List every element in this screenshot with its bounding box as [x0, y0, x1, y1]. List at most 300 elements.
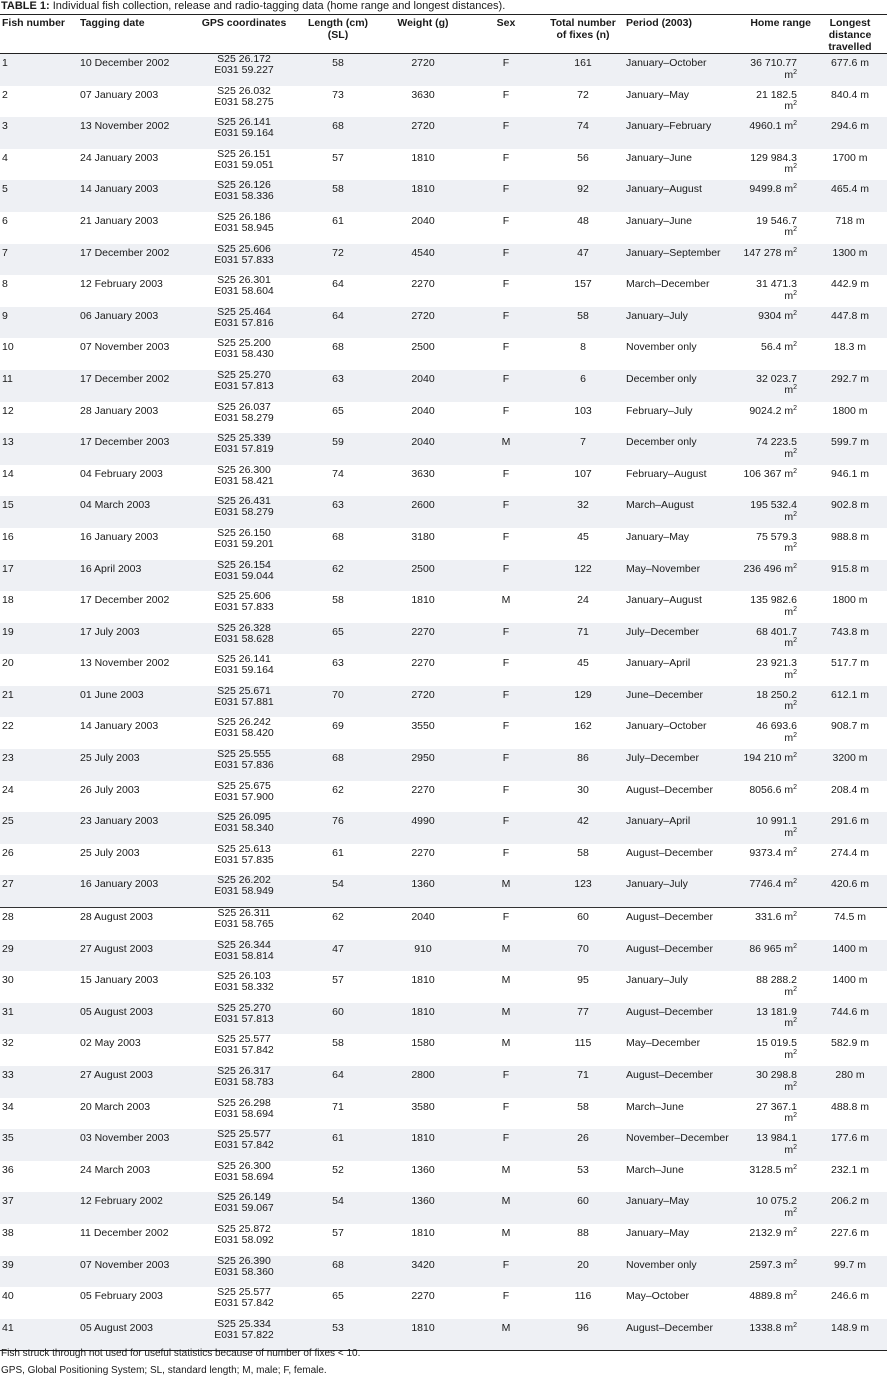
cell-longest-distance-text: 1300 m	[832, 246, 868, 259]
cell-fish-number	[0, 433, 78, 465]
cell-sex	[470, 1161, 542, 1193]
cell-fish-number	[0, 180, 78, 212]
cell-length-text: 57	[332, 1226, 344, 1239]
cell-sex-text: F	[502, 1132, 510, 1145]
gps-latitude: S25 26.242	[217, 716, 271, 729]
cell-length-text: 52	[332, 1163, 344, 1176]
cell-fish-number	[0, 307, 78, 339]
cell-fixes-text: 42	[577, 815, 589, 828]
cell-tagging-date-text: 16 January 2003	[80, 878, 159, 891]
cell-sex	[470, 1129, 542, 1161]
cell-fish-number-text: 33	[2, 1069, 14, 1081]
cell-home-range	[741, 275, 813, 307]
cell-fish-number-text: 9	[2, 309, 8, 322]
cell-tagging-date-text: 17 December 2002	[80, 246, 170, 259]
cell-longest-distance	[813, 1066, 887, 1098]
cell-fish-number	[0, 591, 78, 623]
cell-tagging-date-text: 04 February 2003	[80, 467, 163, 480]
cell-period-text: March–December	[626, 278, 710, 291]
cell-period-text: January–May	[626, 1195, 690, 1208]
cell-fixes	[542, 275, 624, 307]
cell-weight	[376, 1287, 470, 1319]
cell-fixes-text: 32	[577, 499, 589, 512]
cell-length-text: 69	[332, 720, 344, 733]
cell-longest-distance-text: 227.6 m	[831, 1226, 869, 1239]
cell-weight-text: 2270	[411, 1290, 435, 1303]
gps-longitude: E031 57.822	[214, 1328, 274, 1341]
cell-tagging-date	[78, 1098, 188, 1130]
cell-weight	[376, 275, 470, 307]
cell-length	[300, 244, 376, 276]
cell-period-text: January–July	[626, 878, 688, 891]
cell-weight-text: 2720	[411, 309, 435, 322]
cell-period-text: August–December	[626, 846, 713, 859]
cell-fixes	[542, 496, 624, 528]
area-unit-superscript: 2	[793, 341, 797, 349]
cell-gps	[188, 940, 300, 972]
table-row	[0, 1192, 887, 1224]
home-range-value: 129 984.3 m	[750, 151, 797, 176]
cell-length-text: 74	[332, 467, 344, 480]
area-unit-superscript: 2	[793, 985, 797, 993]
cell-sex	[470, 844, 542, 876]
cell-tagging-date	[78, 908, 188, 940]
gps-latitude: S25 26.154	[217, 558, 271, 571]
header-fish-number: Fish number	[0, 15, 78, 54]
cell-weight	[376, 465, 470, 497]
area-unit-superscript: 2	[793, 911, 797, 919]
cell-tagging-date	[78, 86, 188, 118]
footnote-struck-through: Fish struck through not used for useful statistics because of number of fixes < 10.	[1, 1348, 361, 1359]
cell-sex-text: M	[501, 1321, 511, 1334]
cell-fixes	[542, 1319, 624, 1351]
cell-fish-number	[0, 1256, 78, 1288]
area-unit-superscript: 2	[793, 668, 797, 676]
area-unit-superscript: 2	[793, 878, 797, 886]
cell-tagging-date	[78, 1287, 188, 1319]
cell-weight	[376, 528, 470, 560]
cell-sex	[470, 940, 542, 972]
area-unit-superscript: 2	[793, 163, 797, 171]
cell-tagging-date	[78, 1003, 188, 1035]
cell-weight-text: 910	[414, 942, 432, 955]
cell-period-text: January–May	[626, 530, 690, 543]
cell-sex	[470, 781, 542, 813]
cell-weight	[376, 686, 470, 718]
cell-weight	[376, 496, 470, 528]
cell-home-range	[741, 844, 813, 876]
cell-fish-number-text: 32	[2, 1037, 14, 1050]
cell-fixes	[542, 654, 624, 686]
cell-sex-text: F	[502, 278, 510, 291]
cell-length-text: 64	[332, 1069, 344, 1081]
cell-longest-distance-text: 74.5 m	[833, 911, 867, 924]
cell-weight	[376, 149, 470, 181]
cell-tagging-date-text: 01 June 2003	[80, 688, 144, 701]
cell-sex-text: F	[502, 1258, 510, 1271]
cell-home-range	[741, 875, 813, 907]
cell-longest-distance-text: 582.9 m	[831, 1037, 869, 1050]
gps-latitude: S25 25.577	[217, 1128, 271, 1141]
cell-period	[624, 971, 741, 1003]
area-unit-superscript: 2	[793, 447, 797, 455]
cell-fixes-text: 24	[577, 594, 589, 607]
gps-latitude: S25 25.606	[217, 590, 271, 603]
cell-sex	[470, 623, 542, 655]
area-unit-superscript: 2	[793, 637, 797, 645]
cell-period-text: May–October	[626, 1290, 690, 1303]
gps-longitude: E031 58.421	[214, 474, 274, 487]
cell-longest-distance-text: 1800 m	[832, 594, 868, 607]
cell-longest-distance	[813, 275, 887, 307]
cell-sex-text: F	[502, 151, 510, 164]
table-caption-text: Individual fish collection, release and radio-tagging data (home range and longest distances).	[49, 0, 506, 12]
cell-length-text: 68	[332, 752, 344, 765]
cell-longest-distance	[813, 1098, 887, 1130]
cell-gps	[188, 654, 300, 686]
cell-fish-number-text: 5	[2, 183, 8, 196]
cell-weight	[376, 307, 470, 339]
cell-sex	[470, 307, 542, 339]
header-home-range: Home range	[741, 15, 813, 54]
cell-length-text: 70	[332, 688, 344, 701]
table-body	[0, 54, 887, 1351]
gps-longitude: E031 58.092	[214, 1233, 274, 1246]
cell-gps	[188, 971, 300, 1003]
cell-weight	[376, 1129, 470, 1161]
area-unit-superscript: 2	[793, 1206, 797, 1214]
cell-longest-distance	[813, 212, 887, 244]
cell-period-text: August–December	[626, 911, 713, 924]
table-row	[0, 1034, 887, 1066]
gps-latitude: S25 26.317	[217, 1065, 271, 1077]
home-range-value: 88 288.2 m	[756, 974, 797, 998]
cell-fish-number	[0, 1287, 78, 1319]
cell-gps	[188, 1034, 300, 1066]
cell-fixes-text: 95	[577, 974, 589, 987]
cell-period-text: January–October	[626, 57, 707, 69]
gps-longitude: E031 58.628	[214, 632, 274, 645]
cell-period-text: March–August	[626, 499, 694, 512]
home-range-value: 9373.4 m	[749, 846, 794, 859]
cell-home-range	[741, 1129, 813, 1161]
table-row	[0, 1161, 887, 1193]
cell-gps	[188, 149, 300, 181]
table-row	[0, 844, 887, 876]
cell-length	[300, 844, 376, 876]
cell-fixes	[542, 1224, 624, 1256]
cell-period	[624, 749, 741, 781]
cell-weight-text: 2500	[411, 341, 435, 354]
cell-gps	[188, 717, 300, 749]
cell-fish-number	[0, 654, 78, 686]
home-range-value: 7746.4 m	[749, 878, 794, 891]
cell-longest-distance-text: 946.1 m	[831, 467, 869, 480]
cell-longest-distance	[813, 1319, 887, 1351]
cell-period-text: December only	[626, 372, 697, 385]
gps-longitude: E031 57.842	[214, 1139, 274, 1152]
area-unit-superscript: 2	[793, 510, 797, 518]
cell-longest-distance	[813, 149, 887, 181]
cell-fish-number-text: 40	[2, 1290, 14, 1303]
area-unit-superscript: 2	[793, 100, 797, 108]
cell-length	[300, 1003, 376, 1035]
gps-longitude: E031 58.604	[214, 285, 274, 298]
cell-weight	[376, 971, 470, 1003]
cell-weight	[376, 844, 470, 876]
home-range-value: 13 984.1 m	[756, 1132, 797, 1156]
home-range-value: 46 693.6 m	[756, 720, 797, 744]
cell-weight	[376, 1034, 470, 1066]
cell-sex	[470, 402, 542, 434]
cell-fixes	[542, 54, 624, 86]
cell-gps	[188, 1066, 300, 1098]
cell-fixes	[542, 402, 624, 434]
cell-longest-distance-text: 1700 m	[832, 151, 868, 164]
cell-sex	[470, 1003, 542, 1035]
table-row	[0, 717, 887, 749]
cell-fixes	[542, 370, 624, 402]
cell-period	[624, 560, 741, 592]
cell-fish-number-text: 36	[2, 1163, 14, 1176]
cell-length-text: 54	[332, 1195, 344, 1208]
area-unit-superscript: 2	[793, 752, 797, 760]
gps-longitude: E031 58.430	[214, 348, 274, 361]
cell-tagging-date	[78, 528, 188, 560]
table-row	[0, 1129, 887, 1161]
area-unit-superscript: 2	[793, 731, 797, 739]
cell-tagging-date-text: 25 July 2003	[80, 752, 140, 765]
table-row	[0, 149, 887, 181]
cell-weight	[376, 1256, 470, 1288]
cell-sex-text: M	[501, 974, 511, 987]
cell-period-text: January–April	[626, 657, 691, 670]
cell-weight	[376, 1319, 470, 1351]
cell-fish-number	[0, 971, 78, 1003]
cell-tagging-date	[78, 1066, 188, 1098]
cell-longest-distance	[813, 1224, 887, 1256]
cell-sex	[470, 1098, 542, 1130]
cell-length	[300, 1066, 376, 1098]
cell-sex-text: F	[502, 88, 510, 101]
cell-fish-number-text: 2	[2, 88, 8, 101]
cell-sex-text: F	[502, 341, 510, 354]
cell-sex	[470, 370, 542, 402]
table-header-row	[0, 15, 887, 54]
cell-fish-number	[0, 812, 78, 844]
cell-sex-text: F	[502, 499, 510, 512]
cell-period	[624, 591, 741, 623]
cell-period	[624, 1129, 741, 1161]
cell-sex	[470, 812, 542, 844]
cell-tagging-date-text: 26 July 2003	[80, 783, 140, 796]
cell-gps	[188, 560, 300, 592]
cell-length	[300, 749, 376, 781]
cell-sex	[470, 686, 542, 718]
cell-fixes-text: 74	[577, 120, 589, 133]
cell-gps	[188, 686, 300, 718]
cell-gps	[188, 1161, 300, 1193]
cell-weight	[376, 338, 470, 370]
gps-longitude: E031 57.833	[214, 601, 274, 614]
cell-length	[300, 1098, 376, 1130]
cell-tagging-date-text: 04 March 2003	[80, 499, 151, 512]
cell-length-text: 72	[332, 246, 344, 259]
cell-tagging-date	[78, 940, 188, 972]
cell-longest-distance	[813, 591, 887, 623]
cell-home-range	[741, 1098, 813, 1130]
cell-home-range	[741, 1319, 813, 1351]
cell-fish-number	[0, 908, 78, 940]
cell-sex	[470, 528, 542, 560]
cell-length-text: 65	[332, 404, 344, 417]
cell-tagging-date-text: 13 November 2002	[80, 120, 170, 133]
cell-home-range	[741, 496, 813, 528]
table-row	[0, 908, 887, 940]
gps-longitude: E031 58.336	[214, 190, 274, 203]
gps-latitude: S25 26.150	[217, 526, 271, 539]
cell-longest-distance-text: 744.6 m	[831, 1005, 869, 1018]
cell-fish-number	[0, 528, 78, 560]
cell-sex	[470, 1256, 542, 1288]
cell-period-text: January–April	[626, 815, 691, 828]
table-row	[0, 212, 887, 244]
cell-sex	[470, 1224, 542, 1256]
gps-latitude: S25 25.675	[217, 779, 271, 792]
cell-tagging-date	[78, 1034, 188, 1066]
table-row	[0, 623, 887, 655]
cell-sex-text: F	[502, 752, 510, 765]
cell-weight-text: 2720	[411, 120, 435, 133]
cell-fixes-text: 122	[574, 562, 592, 575]
cell-fish-number-text: 4	[2, 151, 8, 164]
cell-fixes	[542, 244, 624, 276]
table-row	[0, 781, 887, 813]
cell-period-text: June–December	[626, 688, 704, 701]
home-range-value: 4960.1 m	[749, 120, 794, 133]
cell-home-range	[741, 54, 813, 86]
cell-fixes	[542, 465, 624, 497]
cell-weight-text: 3580	[411, 1100, 435, 1113]
gps-latitude: S25 26.390	[217, 1254, 271, 1267]
cell-longest-distance-text: 206.2 m	[831, 1195, 869, 1208]
cell-gps	[188, 86, 300, 118]
table-row	[0, 971, 887, 1003]
cell-weight-text: 2040	[411, 404, 435, 417]
cell-fixes	[542, 528, 624, 560]
table-footnotes	[1, 1345, 360, 1379]
table-row	[0, 812, 887, 844]
cell-fixes-text: 103	[574, 404, 592, 417]
cell-fixes	[542, 149, 624, 181]
cell-weight	[376, 717, 470, 749]
cell-weight	[376, 1192, 470, 1224]
cell-fixes-text: 161	[574, 57, 592, 69]
cell-fixes	[542, 307, 624, 339]
cell-tagging-date	[78, 465, 188, 497]
table-row	[0, 496, 887, 528]
cell-gps	[188, 370, 300, 402]
cell-weight-text: 3180	[411, 530, 435, 543]
cell-longest-distance-text: 988.8 m	[831, 530, 869, 543]
table-row	[0, 875, 887, 907]
cell-home-range	[741, 940, 813, 972]
cell-home-range	[741, 117, 813, 149]
home-range-value: 9024.2 m	[749, 404, 794, 417]
cell-fish-number-text: 21	[2, 688, 14, 701]
home-range-value: 9304 m	[758, 309, 794, 322]
cell-weight-text: 1810	[411, 1321, 435, 1334]
gps-latitude: S25 26.126	[217, 179, 271, 192]
cell-fixes	[542, 940, 624, 972]
cell-fixes	[542, 686, 624, 718]
cell-weight	[376, 1003, 470, 1035]
area-unit-superscript: 2	[793, 1258, 797, 1266]
cell-gps	[188, 1256, 300, 1288]
cell-tagging-date-text: 07 November 2003	[80, 1258, 170, 1271]
cell-length	[300, 275, 376, 307]
cell-length-text: 58	[332, 183, 344, 196]
cell-weight-text: 2720	[411, 57, 435, 69]
cell-weight	[376, 54, 470, 86]
cell-sex-text: M	[501, 878, 511, 891]
cell-weight	[376, 86, 470, 118]
cell-fish-number-text: 28	[2, 911, 14, 924]
cell-tagging-date	[78, 875, 188, 907]
gps-longitude: E031 58.814	[214, 949, 274, 962]
cell-length	[300, 1161, 376, 1193]
home-range-value: 15 019.5 m	[756, 1037, 797, 1061]
cell-longest-distance	[813, 971, 887, 1003]
cell-period-text: January–May	[626, 88, 690, 101]
cell-longest-distance-text: 517.7 m	[831, 657, 869, 670]
gps-latitude: S25 25.339	[217, 432, 271, 445]
cell-longest-distance-text: 677.6 m	[831, 57, 869, 69]
home-range-value: 68 401.7 m	[756, 625, 797, 650]
cell-weight-text: 2040	[411, 214, 435, 227]
gps-latitude: S25 26.344	[217, 938, 271, 951]
cell-period-text: January–September	[626, 246, 721, 259]
cell-gps	[188, 212, 300, 244]
cell-period-text: March–June	[626, 1100, 684, 1113]
cell-sex-text: F	[502, 1069, 510, 1081]
cell-length-text: 63	[332, 657, 344, 670]
gps-longitude: E031 57.833	[214, 253, 274, 266]
gps-latitude: S25 26.300	[217, 1159, 271, 1172]
cell-longest-distance-text: 599.7 m	[831, 436, 869, 449]
cell-fish-number-text: 29	[2, 942, 14, 955]
cell-fish-number	[0, 212, 78, 244]
gps-latitude: S25 26.037	[217, 400, 271, 413]
cell-period	[624, 1098, 741, 1130]
home-range-value: 331.6 m	[755, 911, 794, 924]
cell-period-text: August–December	[626, 1321, 713, 1334]
cell-period	[624, 212, 741, 244]
cell-longest-distance	[813, 1003, 887, 1035]
cell-sex	[470, 86, 542, 118]
cell-fish-number-text: 35	[2, 1132, 14, 1145]
cell-fixes-text: 123	[574, 878, 592, 891]
area-unit-superscript: 2	[793, 942, 797, 950]
cell-longest-distance-text: 246.6 m	[831, 1290, 869, 1303]
cell-fixes	[542, 117, 624, 149]
cell-tagging-date-text: 12 February 2003	[80, 278, 163, 291]
area-unit-superscript: 2	[793, 542, 797, 550]
cell-fixes	[542, 749, 624, 781]
cell-tagging-date	[78, 812, 188, 844]
gps-longitude: E031 57.813	[214, 379, 274, 392]
cell-weight-text: 2950	[411, 752, 435, 765]
